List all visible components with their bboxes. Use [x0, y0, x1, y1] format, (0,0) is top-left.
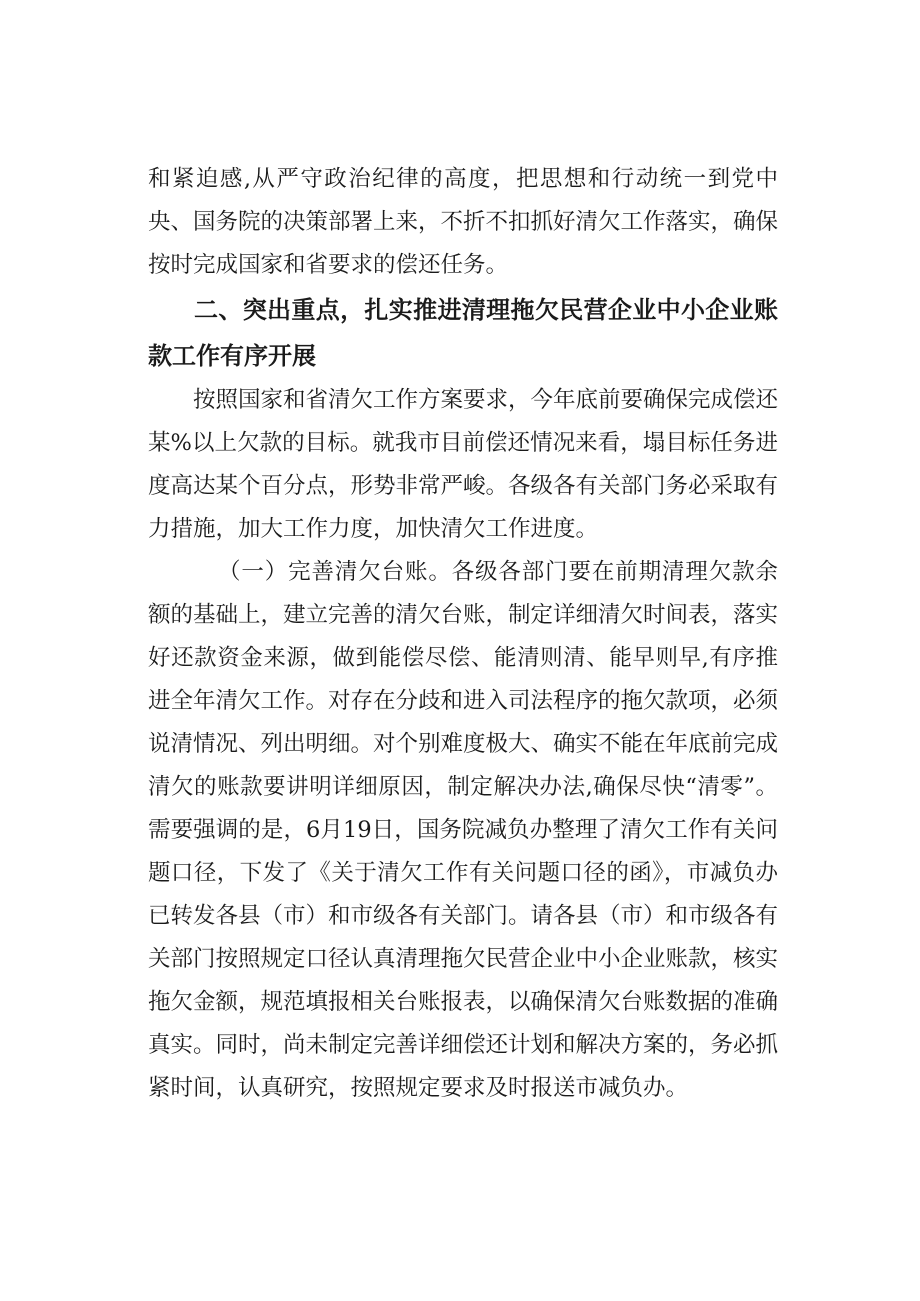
- paragraph-subsection-one: （一）完善清欠台账。各级各部门要在前期清理欠款余额的基础上，建立完善的清欠台账，制定详细清欠时间表，落实好还款资金来源，做到能偿尽偿、能清则清、能早则早,有序推进全年清欠工作。对存在分歧和进入司法程序的拖欠款项，必须说清情况、列出明细。对个别难度极大、确实不能在年底前完成清欠的账款要讲明详细原因，制定解决办法,确保尽快“清零”。需要强调的是，6月19日，国务院减负办整理了清欠工作有关问题口径，下发了《关于清欠工作有关问题口径的函》，市减负办已转发各县（市）和市级各有关部门。请各县（市）和市级各有关部门按照规定口径认真清理拖欠民营企业中小企业账款，核实拖欠金额，规范填报相关台账报表，以确保清欠台账数据的准确真实。同时，尚未制定完善详细偿还计划和解决方案的，务必抓紧时间，认真研究，按照规定要求及时报送市减负办。: [148, 559, 779, 1101]
- paragraph-section-intro: 按照国家和省清欠工作方案要求，今年底前要确保完成偿还某%以上欠款的目标。就我市目前偿还情况来看，塌目标任务进度高达某个百分点，形势非常严峻。各级各有关部门务必采取有力措施，加大工作力度，加快清欠工作进度。: [148, 387, 779, 542]
- paragraph-continuation: 和紧迫感,从严守政治纪律的高度，把思想和行动统一到党中央、国务院的决策部署上来，不折不扣抓好清欠工作落实，确保按时完成国家和省要求的偿还任务。: [148, 166, 779, 278]
- document-body: [148, 158, 778, 1110]
- section-heading: 二、突出重点，扎实推进清理拖欠民营企业中小企业账款工作有序开展: [148, 296, 778, 370]
